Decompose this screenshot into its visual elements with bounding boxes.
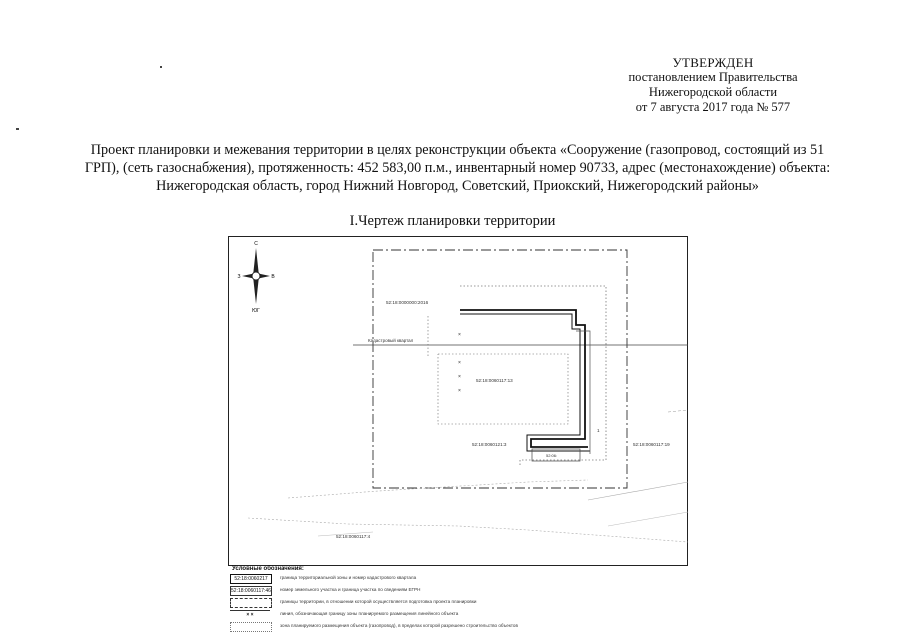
parcel-edge — [576, 331, 590, 454]
scan-artifact — [160, 66, 162, 68]
parcel-label-outside: 52:18:0060117:4 — [336, 534, 371, 539]
legend — [228, 566, 688, 640]
section-heading: I.Чертеж планировки территории — [349, 213, 556, 229]
legend-symbol: × × — [230, 610, 270, 619]
legend-symbol: 52:18:0060117:46 — [231, 588, 271, 594]
title-line-3: Нижегородская область, город Нижний Новгород, Советский, Приокский, Нижегородский районы» — [156, 178, 759, 194]
legend-item — [230, 574, 685, 583]
legend-item — [230, 610, 685, 619]
title-line-1: Проект планировки и межевания территории в целях реконструкции объекта «Сооружение (газопровод, состоящий из 51 — [90, 142, 825, 158]
parcel-label-bottom: 52:18:0060121:3 — [472, 442, 507, 447]
svg-text:×: × — [458, 332, 461, 338]
building-label: 52:06: — [546, 453, 558, 458]
approval-line-3: Нижегородской области — [648, 85, 778, 99]
legend-text: линия, обозначающая границу зоны планируемого размещения линейного объекта — [280, 611, 459, 616]
svg-text:×: × — [458, 360, 461, 366]
scan-artifact — [16, 128, 19, 130]
title-line-2: ГРП), (сеть газоснабжения), протяженность: 452 583,00 п.м., инвентарный номер 90733, адрес (местонахождение) объекта: — [84, 160, 831, 176]
approval-stamp — [583, 55, 843, 115]
line-object-markers — [458, 332, 461, 394]
drawing-frame — [229, 237, 688, 566]
svg-text:×: × — [458, 374, 461, 380]
approval-line-4: от 7 августа 2017 года № 577 — [635, 100, 791, 114]
legend-item — [230, 598, 685, 607]
approval-line-2: постановлением Правительства — [628, 70, 798, 84]
road-label: Кадастровый квартал — [368, 338, 414, 343]
compass-south: ЮГ — [252, 308, 260, 314]
background-parcel-line — [588, 482, 688, 500]
legend-item — [230, 586, 685, 595]
compass-east: В — [271, 274, 275, 280]
legend-symbol: 52:18:0060217 — [230, 574, 272, 584]
parcel-label-top: 52:18:0000000:2016 — [386, 300, 429, 305]
legend-title: Условные обозначения: — [232, 566, 304, 572]
parcel-label-center: 52:18:0060117:13 — [476, 378, 513, 383]
background-parcel-line — [668, 410, 688, 412]
approval-header: УТВЕРЖДЕН — [672, 55, 754, 70]
svg-text:×: × — [458, 388, 461, 394]
legend-text: границы территории, в отношении которой осуществляется подготовка проекта планировки — [280, 599, 477, 604]
compass-north: С — [254, 241, 258, 247]
legend-text: граница территориальной зоны и номер кадастрового квартала — [280, 575, 417, 580]
background-parcel-line — [608, 512, 688, 526]
compass-rose-icon — [237, 241, 275, 314]
legend-text: зона планируемого размещения объекта (газопровод), в пределах которой разрешено строительство объектов — [280, 623, 518, 628]
background-parcel-line — [288, 480, 588, 498]
point-number: 1 — [597, 428, 600, 433]
legend-symbol — [230, 622, 272, 632]
document-title — [45, 141, 870, 195]
legend-item — [230, 622, 685, 631]
parcel-label-right: 52:18:0060117:19 — [633, 442, 670, 447]
legend-symbol — [230, 598, 272, 608]
legend-text: номер земельного участка и граница участка по сведениям ЕГРН — [280, 587, 421, 592]
planning-drawing — [228, 236, 688, 566]
compass-west: З — [237, 274, 241, 280]
background-parcel-line — [248, 518, 688, 542]
